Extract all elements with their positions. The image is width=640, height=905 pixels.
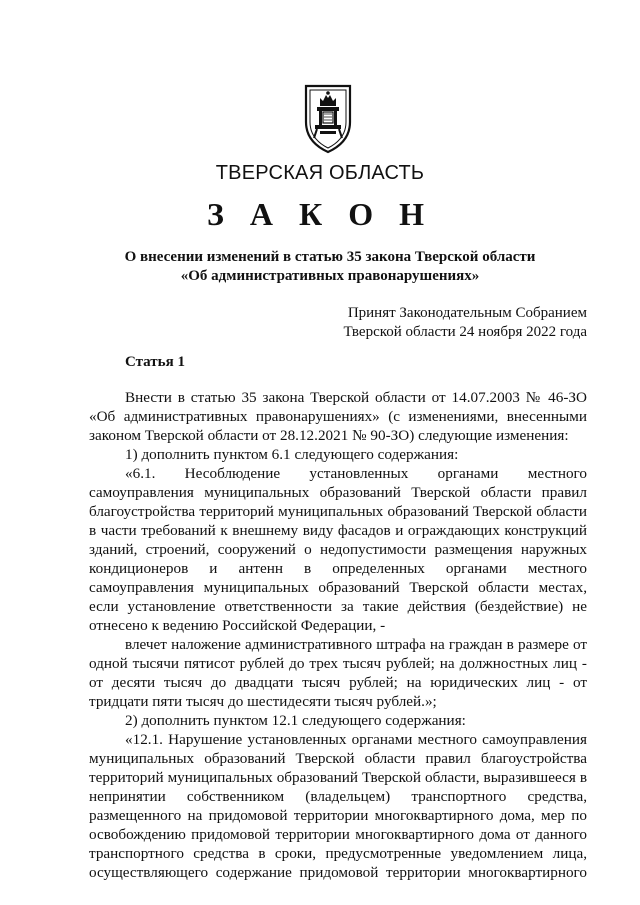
tver-coat-of-arms-icon	[300, 82, 356, 154]
adoption-note	[330, 304, 587, 342]
paragraph-point-12-1: «12.1. Нарушение установленных органами местного самоуправления муниципальных образований Тверской области правил благоустройства территорий муниципальных образований Тверской области, выразившееся в непринятии собственником (владельцем) транспортного средства, размещенного на придомовой территории многоквартирного дома, мер по освобождению придомовой территории многоквартирного дома от данного транспортного средства в сроки, предусмотренные уведомлением лица, осуществляющего содержание придомовой территории многоквартирного	[89, 731, 587, 881]
law-title-line-2: «Об административных правонарушениях»	[180, 268, 480, 284]
paragraph-item-2: 2) дополнить пунктом 12.1 следующего содержания:	[125, 712, 466, 729]
law-title	[80, 248, 580, 286]
region-name: ТВЕРСКАЯ ОБЛАСТЬ	[215, 162, 425, 184]
adoption-note-line-2: Тверской области 24 ноября 2022 года	[343, 324, 587, 340]
paragraph-intro: Внести в статью 35 закона Тверской области от 14.07.2003 № 46-ЗО «Об административных правонарушениях» (с изменениями, внесенными законом Тверской области от 28.12.2021 № 90-ЗО) следующие изменения:	[89, 389, 587, 444]
law-title-line-1: О внесении изменений в статью 35 закона Тверской области	[124, 249, 536, 265]
article-body	[89, 388, 587, 882]
paragraph-item-1: 1) дополнить пунктом 6.1 следующего содержания:	[125, 446, 459, 463]
paragraph-penalty: влечет наложение административного штрафа на граждан в размере от одной тысячи пятисот рублей до трех тысяч рублей; на должностных лиц - от десяти тысяч до двадцати тысяч рублей; на юридических лиц - от тридцати пяти тысяч до шестидесяти тысяч рублей.»;	[89, 636, 587, 710]
law-heading: З А К О Н	[207, 196, 433, 232]
paragraph-point-6-1: «6.1. Несоблюдение установленных органами местного самоуправления муниципальных образований Тверской области правил благоустройства территорий муниципальных образований Тверской области в части требований к внешнему виду фасадов и ограждающих конструкций зданий, строений, сооружений о недопустимости размещения наружных кондиционеров и антенн в определенных органами местного самоуправления муниципальных образований Тверской области местах, если установление ответственности за такие действия (бездействие) не отнесено к ведению Российской Федерации, -	[89, 465, 587, 634]
article-heading: Статья 1	[125, 354, 185, 370]
adoption-note-line-1: Принят Законодательным Собранием	[347, 305, 587, 321]
